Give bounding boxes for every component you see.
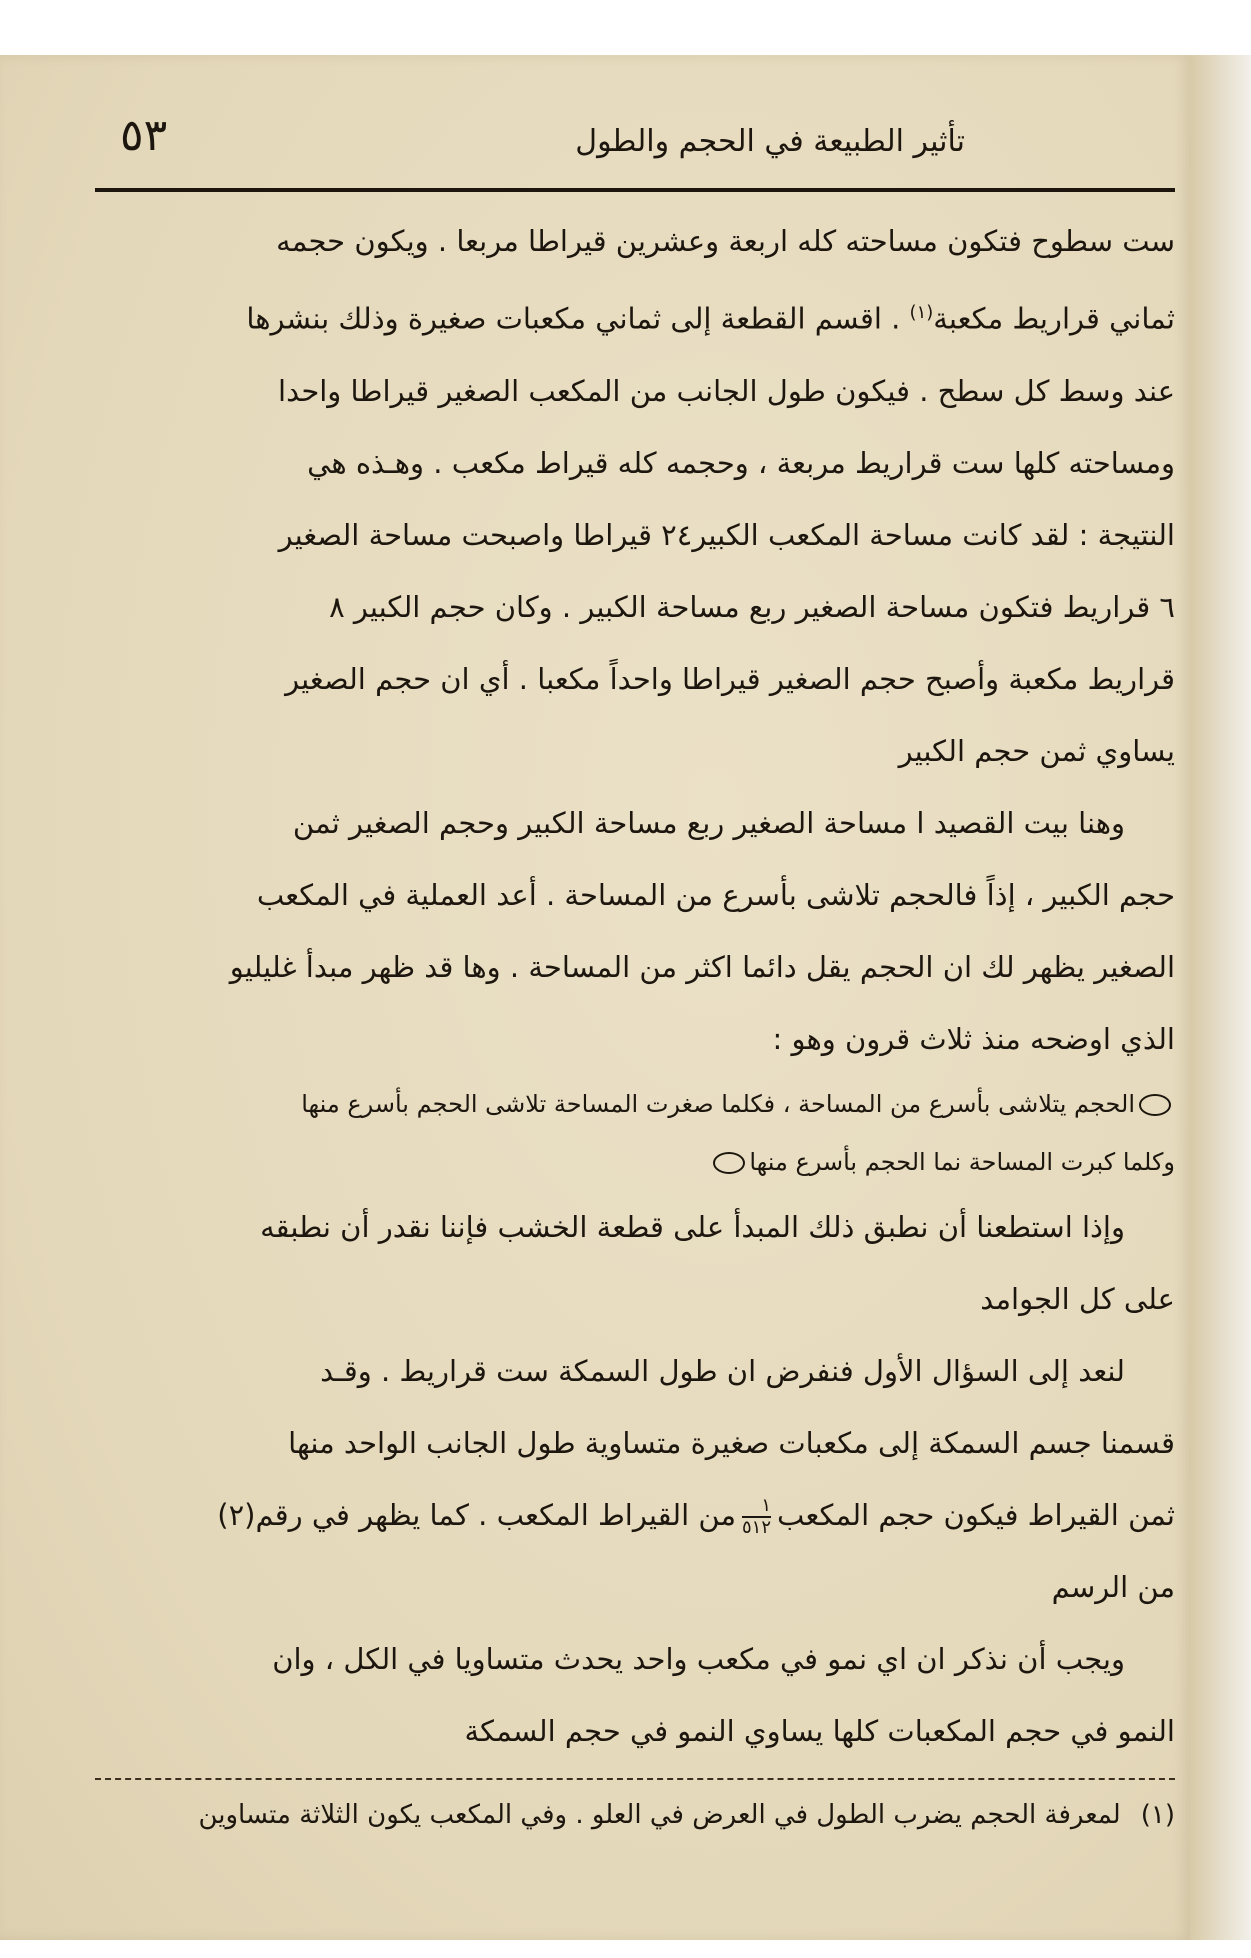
fraction xyxy=(742,1496,771,1538)
text-line: قراريط مكعبة وأصبح حجم الصغير قيراطا واحداً مكعبا . أي ان حجم الصغير xyxy=(285,661,1175,696)
text-line xyxy=(85,277,1175,355)
quote-text: الحجم يتلاشى بأسرع من المساحة ، فكلما صغرت المساحة تلاشى الحجم بأسرع منها xyxy=(301,1089,1135,1118)
book-spine-edge xyxy=(1190,55,1251,1940)
quote-line xyxy=(85,1075,1175,1133)
text-line: يساوي ثمن حجم الكبير xyxy=(898,733,1175,768)
text-line xyxy=(85,1479,1175,1551)
text-segment: ثماني قراريط مكعبة xyxy=(933,301,1175,336)
header-rule xyxy=(95,188,1175,192)
text-line: وهنا بيت القصيد ا مساحة الصغير ربع مساحة الكبير وحجم الصغير ثمن xyxy=(292,805,1125,840)
body-text xyxy=(85,205,1175,1767)
text-segment: ثمن القيراط فيكون حجم المكعب xyxy=(777,1497,1175,1532)
text-line: ومساحته كلها ست قراريط مربعة ، وحجمه كله قيراط مكعب . وهـذه هي xyxy=(307,445,1175,480)
text-line: حجم الكبير ، إذاً فالحجم تلاشى بأسرع من المساحة . أعد العملية في المكعب xyxy=(256,877,1175,912)
text-line: الصغير يظهر لك ان الحجم يقل دائما اكثر من المساحة . وها قد ظهر مبدأ غليليو xyxy=(229,949,1175,984)
text-line: عند وسط كل سطح . فيكون طول الجانب من المكعب الصغير قيراطا واحدا xyxy=(278,373,1175,408)
text-line: ٦ قراريط فتكون مساحة الصغير ربع مساحة الكبير . وكان حجم الكبير ٨ xyxy=(329,589,1175,624)
quote-line xyxy=(85,1133,1175,1191)
footnote xyxy=(85,1795,1175,1835)
page-header xyxy=(95,110,1175,185)
text-line: ويجب أن نذكر ان اي نمو في مكعب واحد يحدث متساويا في الكل ، وان xyxy=(272,1641,1125,1676)
text-line: لنعد إلى السؤال الأول فنفرض ان طول السمكة ست قراريط . وقـد xyxy=(320,1353,1125,1388)
text-line: قسمنا جسم السمكة إلى مكعبات صغيرة متساوية طول الجانب الواحد منها xyxy=(288,1425,1175,1460)
fraction-numerator: ١ xyxy=(761,1494,772,1516)
text-line: ست سطوح فتكون مساحته كله اربعة وعشرين قيراطا مربعا . ويكون حجمه xyxy=(276,224,1175,258)
page-number: ٥٣ xyxy=(120,110,168,161)
text-line: من الرسم xyxy=(1051,1569,1175,1604)
footnote-marker: (١) xyxy=(909,302,934,323)
text-line: الذي اوضحه منذ ثلاث قرون وهو : xyxy=(772,1021,1175,1056)
text-line: النمو في حجم المكعبات كلها يساوي النمو في حجم السمكة xyxy=(464,1713,1175,1748)
fraction-denominator: ٥١٢ xyxy=(742,1516,772,1538)
running-title: تأثير الطبيعة في الحجم والطول xyxy=(575,124,965,159)
quote-text: وكلما كبرت المساحة نما الحجم بأسرع منها xyxy=(749,1147,1175,1176)
ornament-icon xyxy=(1139,1094,1171,1116)
text-segment: . اقسم القطعة إلى ثماني مكعبات صغيرة وذلك بنشرها xyxy=(246,301,910,336)
footnote-number: (١) xyxy=(1140,1800,1175,1830)
ornament-icon xyxy=(713,1152,745,1174)
text-line: على كل الجوامد xyxy=(980,1281,1175,1316)
text-line: النتيجة : لقد كانت مساحة المكعب الكبير٢٤ قيراطا واصبحت مساحة الصغير xyxy=(278,517,1175,552)
text-line: وإذا استطعنا أن نطبق ذلك المبدأ على قطعة الخشب فإننا نقدر أن نطبقه xyxy=(260,1209,1125,1244)
footnote-text: لمعرفة الحجم يضرب الطول في العرض في العلو . وفي المكعب يكون الثلاثة متساوين xyxy=(198,1800,1121,1830)
footnote-rule xyxy=(95,1778,1175,1780)
text-segment: من القيراط المكعب . كما يظهر في رقم(٢) xyxy=(217,1497,736,1532)
